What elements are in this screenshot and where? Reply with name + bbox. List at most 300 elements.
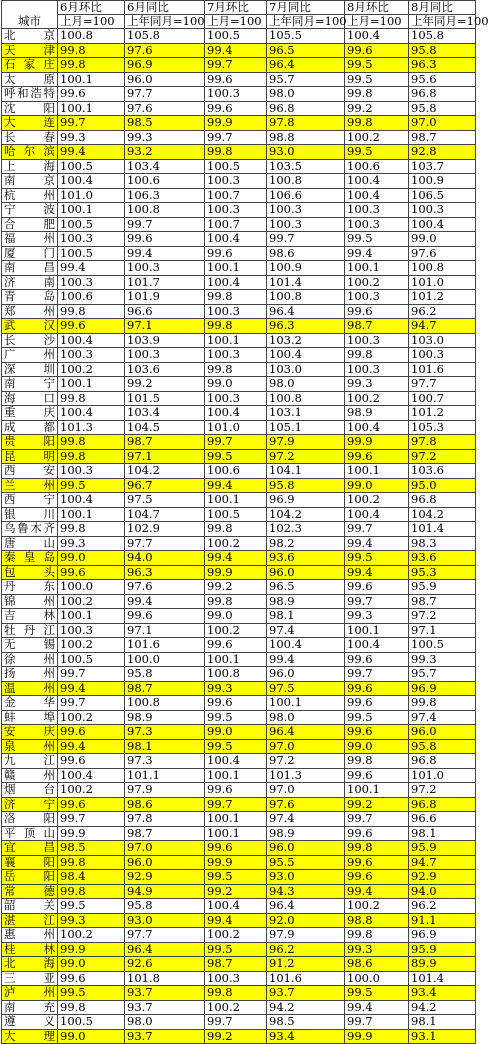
index-value-cell: 96.4 <box>267 304 345 319</box>
index-value-cell: 98.5 <box>267 1015 345 1030</box>
index-value-cell: 101.4 <box>409 971 476 986</box>
index-value-cell: 94.3 <box>267 884 345 899</box>
index-value-cell: 99.0 <box>58 551 125 566</box>
table-row <box>2 754 476 769</box>
index-value-cell: 99.8 <box>58 43 125 58</box>
index-value-cell: 101.6 <box>125 638 205 653</box>
table-row <box>2 348 476 363</box>
index-value-cell: 100.1 <box>58 507 125 522</box>
index-value-cell: 106.3 <box>125 188 205 203</box>
index-value-cell: 100.1 <box>345 783 409 798</box>
table-row <box>2 783 476 798</box>
index-value-cell: 99.0 <box>409 232 476 247</box>
index-value-cell: 100.4 <box>267 348 345 363</box>
index-value-cell: 100.5 <box>58 217 125 232</box>
index-value-cell: 96.3 <box>409 58 476 73</box>
index-value-cell: 99.4 <box>345 246 409 261</box>
index-value-cell: 99.4 <box>205 478 267 493</box>
index-value-cell: 99.4 <box>125 246 205 261</box>
city-name-cell: 扬州 <box>2 667 58 682</box>
index-value-cell: 100.1 <box>58 609 125 624</box>
index-value-cell: 100.4 <box>205 406 267 421</box>
city-name-cell: 济南 <box>2 275 58 290</box>
index-value-cell: 100.1 <box>205 333 267 348</box>
index-value-cell: 99.4 <box>58 739 125 754</box>
city-name-cell: 常德 <box>2 884 58 899</box>
table-row <box>2 565 476 580</box>
index-value-cell: 100.1 <box>58 377 125 392</box>
index-value-cell: 94.2 <box>409 1000 476 1015</box>
index-value-cell: 99.6 <box>58 725 125 740</box>
index-value-cell: 93.0 <box>125 913 205 928</box>
index-value-cell: 99.6 <box>345 870 409 885</box>
table-row <box>2 797 476 812</box>
index-value-cell: 99.3 <box>58 536 125 551</box>
index-value-cell: 99.6 <box>205 696 267 711</box>
index-value-cell: 99.7 <box>345 667 409 682</box>
table-row <box>2 1015 476 1030</box>
city-name-cell: 深圳 <box>2 362 58 377</box>
index-value-cell: 101.3 <box>267 768 345 783</box>
index-value-cell: 103.0 <box>267 362 345 377</box>
index-value-cell: 96.9 <box>409 928 476 943</box>
index-value-cell: 96.0 <box>267 565 345 580</box>
index-value-cell: 100.1 <box>58 203 125 218</box>
index-value-cell: 99.0 <box>58 957 125 972</box>
table-row <box>2 522 476 537</box>
index-value-cell: 98.7 <box>125 826 205 841</box>
index-value-cell: 96.0 <box>409 725 476 740</box>
index-value-cell: 100.4 <box>267 638 345 653</box>
index-value-cell: 99.3 <box>345 942 409 957</box>
index-value-cell: 100.6 <box>345 159 409 174</box>
index-value-cell: 99.6 <box>125 609 205 624</box>
index-value-cell: 99.8 <box>345 87 409 102</box>
index-value-cell: 100.8 <box>267 174 345 189</box>
index-value-cell: 99.5 <box>58 899 125 914</box>
index-value-cell: 100.4 <box>205 754 267 769</box>
index-value-cell: 97.6 <box>125 101 205 116</box>
index-value-cell: 98.2 <box>267 536 345 551</box>
index-value-cell: 100.3 <box>58 348 125 363</box>
index-value-cell: 99.5 <box>345 72 409 87</box>
table-row <box>2 826 476 841</box>
index-value-cell: 100.1 <box>205 812 267 827</box>
index-value-cell: 94.0 <box>409 884 476 899</box>
index-value-cell: 100.1 <box>205 768 267 783</box>
table-row <box>2 913 476 928</box>
index-value-cell: 99.2 <box>345 797 409 812</box>
index-value-cell: 101.4 <box>267 275 345 290</box>
index-value-cell: 93.4 <box>409 986 476 1001</box>
index-value-cell: 99.8 <box>345 754 409 769</box>
index-value-cell: 95.5 <box>267 855 345 870</box>
index-value-cell: 100.4 <box>58 768 125 783</box>
index-value-cell: 100.4 <box>58 174 125 189</box>
index-value-cell: 100.1 <box>267 696 345 711</box>
city-name-cell: 岳阳 <box>2 870 58 885</box>
index-value-cell: 100.7 <box>205 217 267 232</box>
index-value-cell: 100.3 <box>205 348 267 363</box>
index-value-cell: 98.0 <box>267 87 345 102</box>
index-value-cell: 100.3 <box>267 217 345 232</box>
index-value-cell: 99.3 <box>345 609 409 624</box>
index-value-cell: 99.8 <box>58 855 125 870</box>
city-name-cell: 昆明 <box>2 449 58 464</box>
table-row <box>2 464 476 479</box>
index-value-cell: 96.5 <box>267 580 345 595</box>
index-value-cell: 99.7 <box>205 1015 267 1030</box>
index-value-cell: 96.2 <box>267 942 345 957</box>
index-value-cell: 98.0 <box>267 377 345 392</box>
index-value-cell: 99.0 <box>205 609 267 624</box>
index-value-cell: 99.8 <box>58 58 125 73</box>
city-name-cell: 赣州 <box>2 768 58 783</box>
index-value-cell: 106.6 <box>267 188 345 203</box>
table-row <box>2 43 476 58</box>
index-value-cell: 100.2 <box>58 638 125 653</box>
index-value-cell: 100.6 <box>205 464 267 479</box>
index-value-cell: 99.5 <box>205 449 267 464</box>
index-value-cell: 97.9 <box>267 928 345 943</box>
table-row <box>2 333 476 348</box>
city-name-cell: 哈尔滨 <box>2 145 58 160</box>
index-value-cell: 99.7 <box>58 116 125 131</box>
index-value-cell: 100.3 <box>205 174 267 189</box>
index-value-cell: 99.6 <box>58 319 125 334</box>
index-value-cell: 99.6 <box>58 971 125 986</box>
index-value-cell: 99.5 <box>345 232 409 247</box>
index-value-cell: 96.8 <box>409 493 476 508</box>
index-value-cell: 100.5 <box>58 652 125 667</box>
index-value-cell: 100.2 <box>345 493 409 508</box>
index-value-cell: 96.3 <box>125 565 205 580</box>
index-value-cell: 99.5 <box>58 478 125 493</box>
col-header-base: 上月=100 <box>205 15 267 29</box>
table-row <box>2 391 476 406</box>
index-value-cell: 99.4 <box>58 681 125 696</box>
index-value-cell: 94.0 <box>125 551 205 566</box>
index-value-cell: 100.3 <box>205 304 267 319</box>
index-value-cell: 100.1 <box>345 623 409 638</box>
index-value-cell: 100.2 <box>58 928 125 943</box>
index-value-cell: 99.6 <box>345 580 409 595</box>
index-value-cell: 99.8 <box>58 522 125 537</box>
index-value-cell: 100.5 <box>205 159 267 174</box>
table-row <box>2 493 476 508</box>
index-value-cell: 102.9 <box>125 522 205 537</box>
header-row-top <box>2 1 476 15</box>
table-row <box>2 87 476 102</box>
index-value-cell: 99.8 <box>409 696 476 711</box>
city-name-cell: 泸州 <box>2 986 58 1001</box>
col-header-top: 8月环比 <box>345 1 409 15</box>
index-value-cell: 98.9 <box>267 826 345 841</box>
index-value-cell: 97.2 <box>409 609 476 624</box>
index-value-cell: 99.8 <box>205 362 267 377</box>
index-value-cell: 99.6 <box>205 246 267 261</box>
index-value-cell: 97.3 <box>125 754 205 769</box>
col-header-top: 6月同比 <box>125 1 205 15</box>
index-value-cell: 95.8 <box>409 101 476 116</box>
index-value-cell: 103.9 <box>125 333 205 348</box>
index-value-cell: 96.9 <box>125 58 205 73</box>
city-name-cell: 广州 <box>2 348 58 363</box>
table-row <box>2 449 476 464</box>
index-value-cell: 100.4 <box>58 493 125 508</box>
index-value-cell: 97.1 <box>125 623 205 638</box>
table-row <box>2 174 476 189</box>
index-value-cell: 98.0 <box>125 1015 205 1030</box>
city-name-cell: 大连 <box>2 116 58 131</box>
index-value-cell: 97.2 <box>409 449 476 464</box>
city-name-cell: 大理 <box>2 1029 58 1044</box>
index-value-cell: 100.1 <box>205 826 267 841</box>
city-name-cell: 蚌埠 <box>2 710 58 725</box>
table-row <box>2 188 476 203</box>
index-value-cell: 97.2 <box>267 754 345 769</box>
index-value-cell: 99.7 <box>58 812 125 827</box>
index-value-cell: 106.5 <box>409 188 476 203</box>
city-name-cell: 洛阳 <box>2 812 58 827</box>
index-value-cell: 99.5 <box>58 986 125 1001</box>
table-row <box>2 928 476 943</box>
index-value-cell: 100.2 <box>345 899 409 914</box>
city-name-cell: 宁波 <box>2 203 58 218</box>
index-value-cell: 97.4 <box>409 710 476 725</box>
index-value-cell: 92.6 <box>125 957 205 972</box>
index-value-cell: 99.7 <box>125 217 205 232</box>
index-value-cell: 99.6 <box>345 768 409 783</box>
index-value-cell: 100.8 <box>125 203 205 218</box>
city-name-cell: 惠州 <box>2 928 58 943</box>
index-value-cell: 100.5 <box>409 638 476 653</box>
index-value-cell: 99.5 <box>345 551 409 566</box>
city-name-cell: 九江 <box>2 754 58 769</box>
index-value-cell: 95.6 <box>409 72 476 87</box>
index-value-cell: 103.5 <box>267 159 345 174</box>
index-value-cell: 99.3 <box>58 130 125 145</box>
index-value-cell: 104.7 <box>125 507 205 522</box>
index-value-cell: 89.9 <box>409 957 476 972</box>
index-value-cell: 91.1 <box>409 913 476 928</box>
index-value-cell: 100.8 <box>205 667 267 682</box>
table-row <box>2 362 476 377</box>
index-value-cell: 99.6 <box>58 797 125 812</box>
index-value-cell: 101.7 <box>125 275 205 290</box>
city-name-cell: 沈阳 <box>2 101 58 116</box>
index-value-cell: 98.7 <box>125 435 205 450</box>
index-value-cell: 96.8 <box>267 101 345 116</box>
index-value-cell: 95.9 <box>409 580 476 595</box>
table-row <box>2 116 476 131</box>
index-value-cell: 94.9 <box>125 884 205 899</box>
table-row <box>2 681 476 696</box>
index-value-cell: 96.8 <box>409 754 476 769</box>
index-value-cell: 99.4 <box>345 536 409 551</box>
index-value-cell: 100.4 <box>58 406 125 421</box>
table-row <box>2 319 476 334</box>
index-value-cell: 99.6 <box>58 754 125 769</box>
index-value-cell: 98.0 <box>267 710 345 725</box>
index-value-cell: 95.9 <box>409 841 476 856</box>
table-row <box>2 1029 476 1044</box>
table-row <box>2 435 476 450</box>
table-row <box>2 304 476 319</box>
table-row <box>2 551 476 566</box>
index-value-cell: 101.2 <box>409 290 476 305</box>
city-name-cell: 海口 <box>2 391 58 406</box>
index-value-cell: 99.7 <box>205 435 267 450</box>
index-value-cell: 100.6 <box>58 290 125 305</box>
index-value-cell: 100.0 <box>58 580 125 595</box>
index-value-cell: 97.7 <box>125 87 205 102</box>
index-value-cell: 100.4 <box>345 420 409 435</box>
index-value-cell: 100.4 <box>205 232 267 247</box>
index-value-cell: 97.7 <box>125 536 205 551</box>
city-name-cell: 济宁 <box>2 797 58 812</box>
index-value-cell: 99.9 <box>345 435 409 450</box>
index-value-cell: 96.4 <box>267 725 345 740</box>
col-header-base: 上月=100 <box>58 15 125 29</box>
table-row <box>2 841 476 856</box>
index-value-cell: 99.8 <box>345 841 409 856</box>
city-name-cell: 银川 <box>2 507 58 522</box>
index-value-cell: 99.7 <box>58 667 125 682</box>
index-value-cell: 100.3 <box>125 348 205 363</box>
table-row <box>2 1000 476 1015</box>
index-value-cell: 96.4 <box>267 899 345 914</box>
index-value-cell: 97.6 <box>409 246 476 261</box>
index-value-cell: 100.2 <box>58 710 125 725</box>
city-name-cell: 厦门 <box>2 246 58 261</box>
col-header-base: 上月=100 <box>345 15 409 29</box>
index-value-cell: 100.1 <box>205 493 267 508</box>
table-body <box>2 29 476 1044</box>
index-value-cell: 100.0 <box>125 652 205 667</box>
city-name-cell: 乌鲁木齐 <box>2 522 58 537</box>
index-value-cell: 100.3 <box>409 203 476 218</box>
index-value-cell: 93.7 <box>267 986 345 1001</box>
index-value-cell: 97.0 <box>409 116 476 131</box>
index-value-cell: 99.4 <box>58 261 125 276</box>
table-row <box>2 957 476 972</box>
index-value-cell: 99.8 <box>58 884 125 899</box>
index-value-cell: 97.8 <box>409 435 476 450</box>
index-value-cell: 100.2 <box>205 623 267 638</box>
index-value-cell: 100.2 <box>345 391 409 406</box>
index-value-cell: 100.4 <box>345 188 409 203</box>
index-value-cell: 99.6 <box>345 725 409 740</box>
index-value-cell: 97.6 <box>125 580 205 595</box>
index-value-cell: 100.1 <box>345 261 409 276</box>
index-value-cell: 99.7 <box>205 130 267 145</box>
index-value-cell: 97.1 <box>409 623 476 638</box>
city-name-cell: 太原 <box>2 72 58 87</box>
index-value-cell: 93.7 <box>125 986 205 1001</box>
index-value-cell: 97.0 <box>267 783 345 798</box>
index-value-cell: 97.0 <box>125 841 205 856</box>
index-value-cell: 97.4 <box>267 812 345 827</box>
index-value-cell: 99.2 <box>345 101 409 116</box>
index-value-cell: 100.1 <box>205 652 267 667</box>
index-value-cell: 99.6 <box>345 826 409 841</box>
table-row <box>2 855 476 870</box>
index-value-cell: 100.4 <box>345 507 409 522</box>
index-value-cell: 98.9 <box>345 406 409 421</box>
index-value-cell: 92.9 <box>409 870 476 885</box>
index-value-cell: 99.6 <box>205 638 267 653</box>
table-row <box>2 217 476 232</box>
index-value-cell: 100.3 <box>267 203 345 218</box>
index-value-cell: 100.3 <box>345 333 409 348</box>
index-value-cell: 99.6 <box>345 855 409 870</box>
table-row <box>2 72 476 87</box>
index-value-cell: 100.3 <box>125 261 205 276</box>
index-value-cell: 100.4 <box>409 217 476 232</box>
index-value-cell: 96.5 <box>267 43 345 58</box>
index-value-cell: 99.8 <box>205 986 267 1001</box>
index-value-cell: 99.4 <box>205 913 267 928</box>
index-value-cell: 99.5 <box>345 58 409 73</box>
index-value-cell: 99.5 <box>205 870 267 885</box>
index-value-cell: 95.3 <box>409 565 476 580</box>
index-value-cell: 100.2 <box>58 594 125 609</box>
city-name-cell: 泉州 <box>2 739 58 754</box>
city-name-cell: 杭州 <box>2 188 58 203</box>
index-value-cell: 98.9 <box>267 594 345 609</box>
index-value-cell: 96.6 <box>125 304 205 319</box>
index-value-cell: 97.7 <box>125 928 205 943</box>
index-value-cell: 99.8 <box>58 391 125 406</box>
index-value-cell: 96.0 <box>267 841 345 856</box>
index-value-cell: 103.2 <box>267 333 345 348</box>
index-value-cell: 99.2 <box>125 377 205 392</box>
index-value-cell: 104.2 <box>267 507 345 522</box>
index-value-cell: 97.2 <box>267 449 345 464</box>
table-row <box>2 536 476 551</box>
city-name-cell: 北京 <box>2 29 58 44</box>
index-value-cell: 98.5 <box>58 841 125 856</box>
index-value-cell: 105.3 <box>409 420 476 435</box>
index-value-cell: 100.0 <box>345 971 409 986</box>
index-value-cell: 99.6 <box>345 696 409 711</box>
index-value-cell: 101.6 <box>409 362 476 377</box>
index-value-cell: 99.8 <box>58 1000 125 1015</box>
index-value-cell: 99.7 <box>345 522 409 537</box>
index-value-cell: 99.6 <box>125 232 205 247</box>
index-value-cell: 99.5 <box>345 986 409 1001</box>
index-value-cell: 95.9 <box>409 942 476 957</box>
index-value-cell: 96.9 <box>267 493 345 508</box>
index-value-cell: 98.5 <box>125 116 205 131</box>
index-value-cell: 99.7 <box>205 797 267 812</box>
table-row <box>2 884 476 899</box>
index-value-cell: 98.7 <box>125 681 205 696</box>
index-value-cell: 96.6 <box>409 812 476 827</box>
table-row <box>2 203 476 218</box>
col-header-top: 6月环比 <box>58 1 125 15</box>
table-row <box>2 507 476 522</box>
index-value-cell: 99.3 <box>409 652 476 667</box>
index-value-cell: 100.4 <box>345 638 409 653</box>
index-value-cell: 101.2 <box>409 406 476 421</box>
index-value-cell: 99.3 <box>345 377 409 392</box>
city-name-cell: 长沙 <box>2 333 58 348</box>
index-value-cell: 95.8 <box>125 667 205 682</box>
col-header-base: 上年同月=100 <box>267 15 345 29</box>
index-value-cell: 99.0 <box>205 725 267 740</box>
